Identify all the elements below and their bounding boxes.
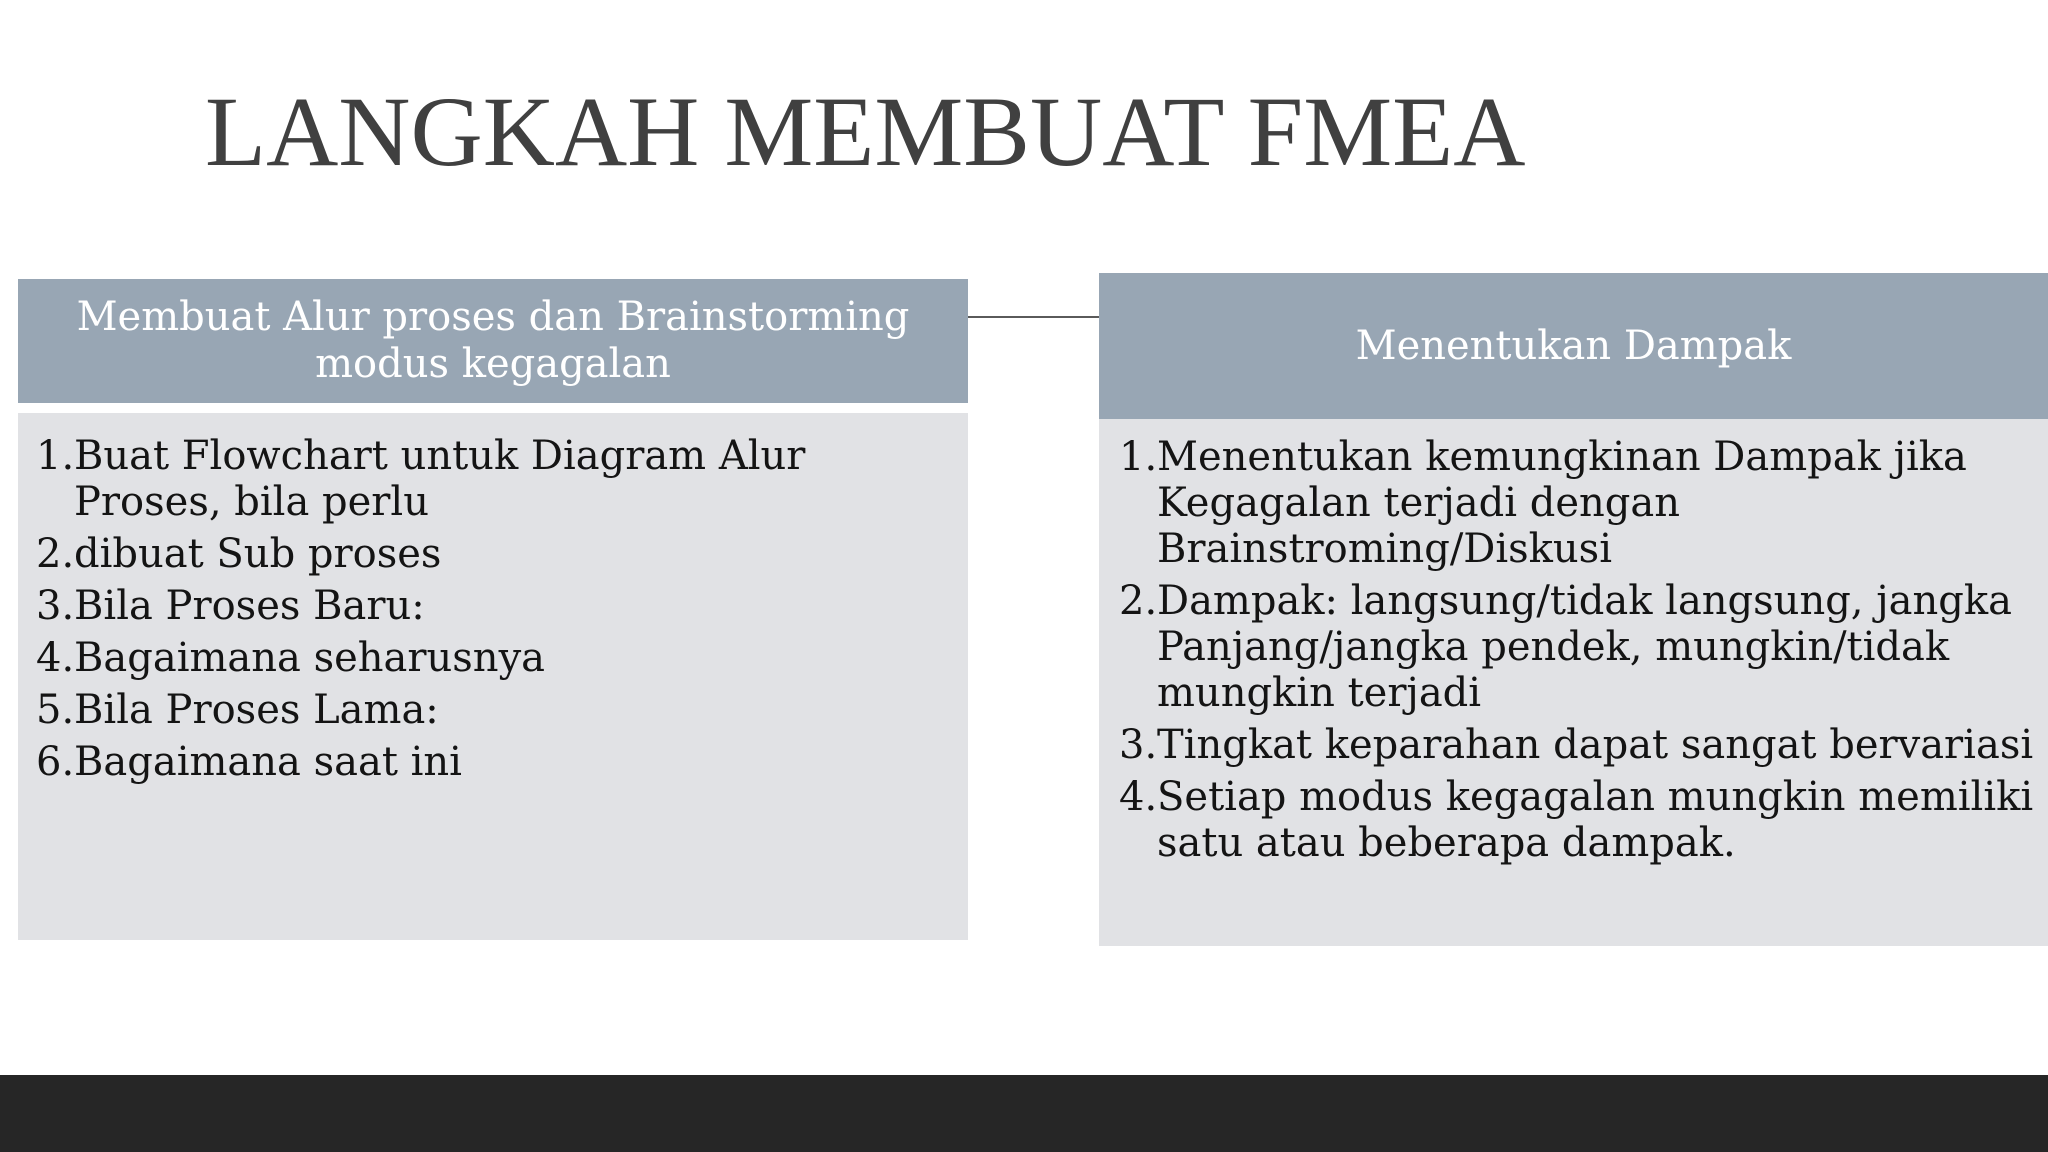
list-item <box>36 433 948 525</box>
list-item <box>36 687 948 733</box>
list-item <box>36 531 948 577</box>
list-item-number: 4. <box>36 635 75 681</box>
list-item-number: 1. <box>36 433 75 479</box>
connector-line <box>968 316 1099 318</box>
list-item-number: 2. <box>36 531 75 577</box>
list-item-text: Bila Proses Lama: <box>74 687 439 733</box>
list-item-number: 3. <box>36 583 75 629</box>
list-item <box>1119 578 2038 716</box>
left-step-content <box>18 413 968 940</box>
list-item <box>1119 722 2038 768</box>
left-step-header-label: Membuat Alur proses dan Brainstorming modus kegagalan <box>76 294 910 387</box>
right-step-list <box>1119 434 2038 866</box>
left-step-list <box>36 433 948 785</box>
right-step-header-label: Menentukan Dampak <box>1355 322 1792 369</box>
list-item-text: Bila Proses Baru: <box>74 583 425 629</box>
list-item-text: Menentukan kemungkinan Dampak jika Kegagalan terjadi dengan Brainstroming/Diskusi <box>1157 434 1967 572</box>
list-item <box>36 583 948 629</box>
list-item <box>36 635 948 681</box>
list-item-text: Setiap modus kegagalan mungkin memiliki satu atau beberapa dampak. <box>1157 774 2034 866</box>
list-item-text: dibuat Sub proses <box>74 531 442 577</box>
list-item-number: 5. <box>36 687 75 733</box>
list-item-text: Dampak: langsung/tidak langsung, jangka Panjang/jangka pendek, mungkin/tidak mungkin terjadi <box>1157 578 2012 716</box>
slide-title: LANGKAH MEMBUAT FMEA <box>205 76 1526 187</box>
list-item-number: 2. <box>1119 578 1158 624</box>
left-step-header <box>18 279 968 403</box>
list-item-text: Bagaimana saat ini <box>74 739 462 785</box>
list-item-number: 1. <box>1119 434 1158 480</box>
list-item-number: 6. <box>36 739 75 785</box>
list-item-text: Bagaimana seharusnya <box>74 635 546 681</box>
list-item <box>36 739 948 785</box>
list-item-text: Buat Flowchart untuk Diagram Alur Proses, bila perlu <box>74 433 806 525</box>
list-item-number: 4. <box>1119 774 1158 820</box>
footer-bar <box>0 1075 2048 1152</box>
list-item-number: 3. <box>1119 722 1158 768</box>
right-step-content <box>1099 419 2048 946</box>
list-item-text: Tingkat keparahan dapat sangat bervariasi <box>1157 722 2034 768</box>
right-step-header <box>1099 273 2048 419</box>
list-item <box>1119 774 2038 866</box>
list-item <box>1119 434 2038 572</box>
